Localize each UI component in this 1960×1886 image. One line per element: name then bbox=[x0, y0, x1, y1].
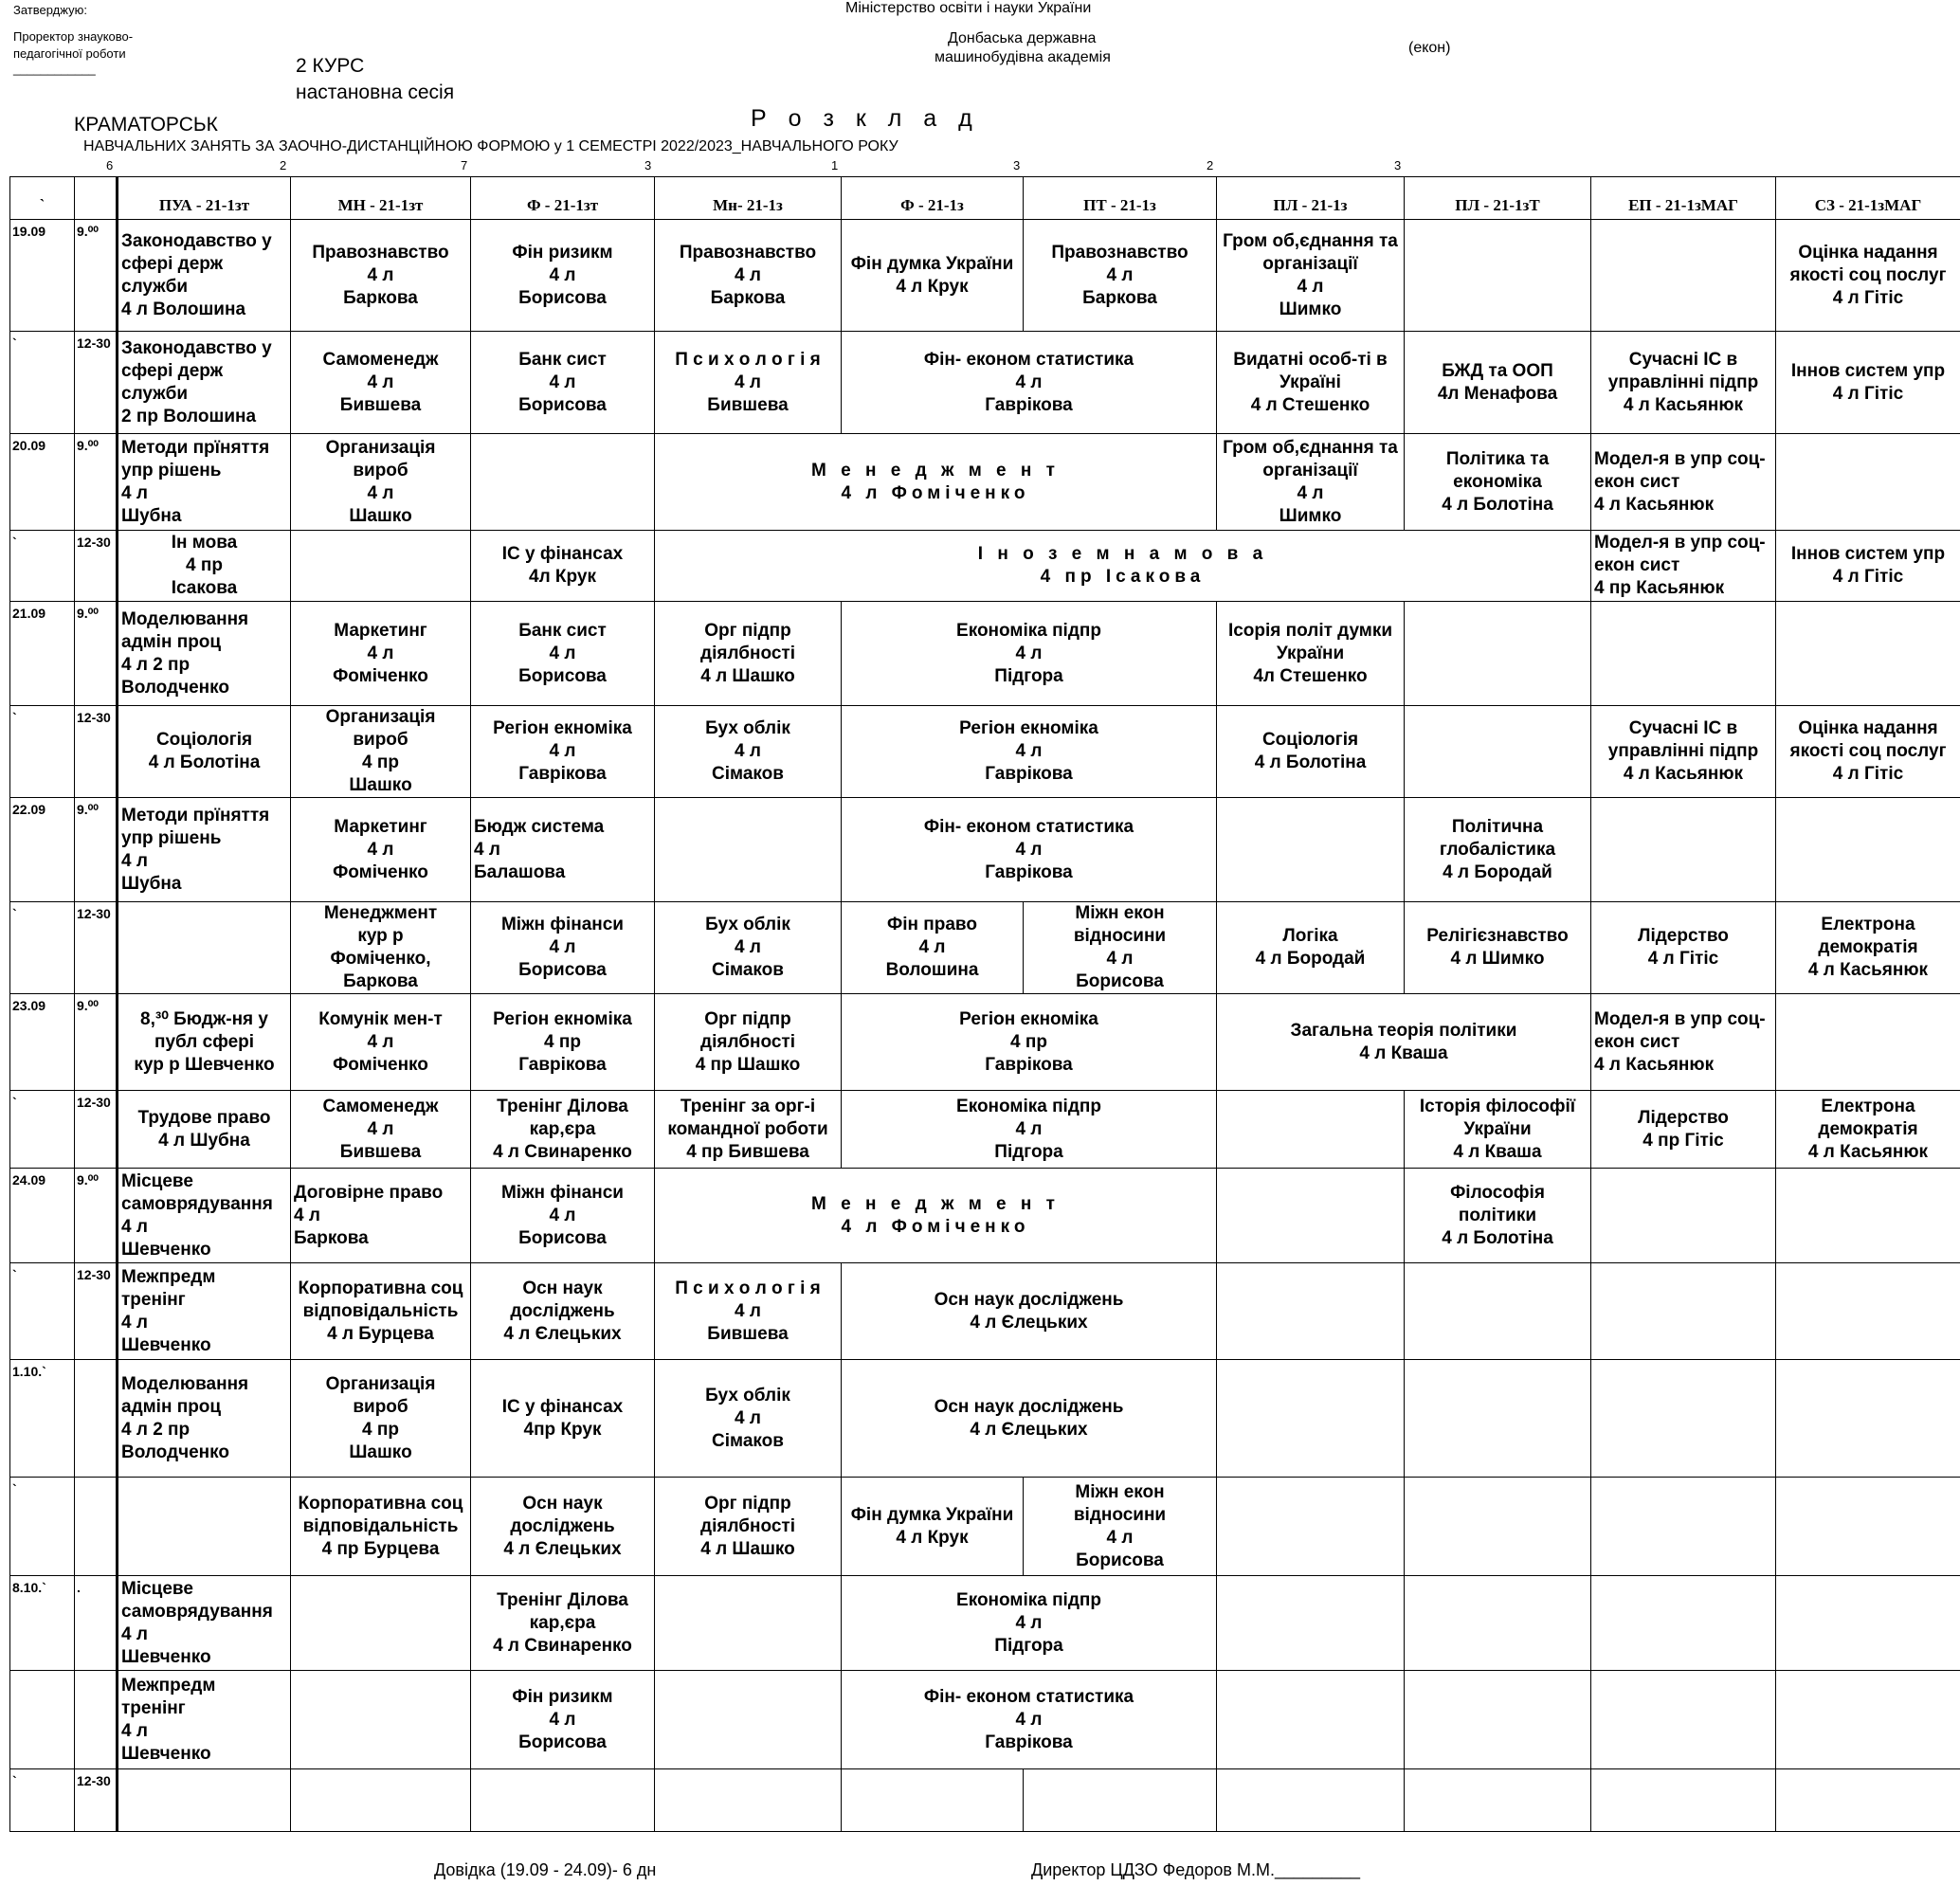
time-cell bbox=[75, 1671, 118, 1769]
class-cell: Іннов систем упр 4 л Гітіс bbox=[1776, 531, 1960, 602]
time-cell: 9.⁰⁰ bbox=[75, 994, 118, 1091]
session-label: настановна сесія bbox=[296, 82, 455, 103]
class-cell bbox=[1217, 1478, 1405, 1576]
class-cell: Трудове право 4 л Шубна bbox=[118, 1091, 291, 1169]
time-cell: 12-30 bbox=[75, 706, 118, 798]
class-cell: Оцінка надання якості соц послуг 4 л Гітіс bbox=[1776, 706, 1960, 798]
class-cell: Моделювання адмін проц 4 л 2 пр Володченко bbox=[118, 602, 291, 706]
class-cell bbox=[655, 1769, 842, 1832]
class-cell: Самоменедж 4 л Бившева bbox=[291, 332, 471, 434]
class-cell: Бух облік 4 л Сімаков bbox=[655, 1360, 842, 1478]
class-cell: Бюдж система 4 л Балашова bbox=[471, 798, 655, 902]
class-cell: Політика та економіка 4 л Болотіна bbox=[1405, 434, 1591, 531]
class-cell bbox=[1217, 1169, 1405, 1263]
class-cell: Лідерство 4 л Гітіс bbox=[1591, 902, 1776, 994]
group-header: МН - 21-1зт bbox=[291, 177, 471, 220]
class-cell: Модел-я в упр соц- екон сист 4 л Касьянюк bbox=[1591, 434, 1776, 531]
class-cell: Тренінг Ділова кар,єра 4 л Свинаренко bbox=[471, 1091, 655, 1169]
class-cell bbox=[1776, 1169, 1960, 1263]
class-cell: Менеджмент кур р Фоміченко, Баркова bbox=[291, 902, 471, 994]
class-cell bbox=[1776, 1263, 1960, 1360]
class-cell bbox=[471, 1769, 655, 1832]
prorector-label-line2: педагогічної роботи bbox=[13, 46, 126, 61]
table-row bbox=[10, 902, 1960, 994]
class-cell: І н о з е м н а м о в а 4 пр Ісакова bbox=[655, 531, 1591, 602]
page-title: Р о з к л а д bbox=[751, 105, 980, 132]
class-cell: Політична глобалістика 4 л Бородай bbox=[1405, 798, 1591, 902]
group-header: Мн- 21-1з bbox=[655, 177, 842, 220]
class-cell bbox=[1405, 706, 1591, 798]
table-row bbox=[10, 1576, 1960, 1671]
class-cell: Тренінг Ділова кар,єра 4 л Свинаренко bbox=[471, 1576, 655, 1671]
class-cell bbox=[1405, 1478, 1591, 1576]
class-cell bbox=[1776, 434, 1960, 531]
footer-director: Директор ЦДЗО Федоров М.М._________ bbox=[1031, 1860, 1361, 1879]
time-cell: 9.⁰⁰ bbox=[75, 1169, 118, 1263]
academy-name-line2: машинобудівна академія bbox=[935, 49, 1111, 65]
class-cell bbox=[1591, 220, 1776, 332]
corner-cell: ` bbox=[10, 177, 75, 220]
class-cell bbox=[1591, 1360, 1776, 1478]
schedule-body bbox=[10, 220, 1960, 1832]
table-row bbox=[10, 531, 1960, 602]
time-cell: 9.⁰⁰ bbox=[75, 220, 118, 332]
class-cell: Логіка 4 л Бородай bbox=[1217, 902, 1405, 994]
time-cell: 9.⁰⁰ bbox=[75, 434, 118, 531]
class-cell bbox=[1405, 1671, 1591, 1769]
class-cell: Банк сист 4 л Борисова bbox=[471, 602, 655, 706]
class-cell bbox=[1217, 1360, 1405, 1478]
time-cell: 12-30 bbox=[75, 531, 118, 602]
class-cell bbox=[1591, 1769, 1776, 1832]
class-cell: Межпредм тренінг 4 л Шевченко bbox=[118, 1671, 291, 1769]
class-cell: Міжн екон відносини 4 л Борисова bbox=[1024, 902, 1217, 994]
page-subtitle: НАВЧАЛЬНИХ ЗАНЯТЬ ЗА ЗАОЧНО-ДИСТАНЦІЙНОЮ ФОРМОЮ у 1 СЕМЕСТРІ 2022/2023_НАВЧАЛЬНОГО РОКУ bbox=[83, 138, 898, 154]
time-cell bbox=[75, 1478, 118, 1576]
group-count: 3 bbox=[644, 158, 652, 172]
class-cell: Методи прїняття упр рішень 4 л Шубна bbox=[118, 434, 291, 531]
class-cell: Місцеве самоврядування 4 л Шевченко bbox=[118, 1576, 291, 1671]
date-cell: 20.09 bbox=[10, 434, 75, 531]
class-cell bbox=[1591, 1576, 1776, 1671]
class-cell bbox=[1405, 1769, 1591, 1832]
class-cell: Загальна теорія політики 4 л Кваша bbox=[1217, 994, 1591, 1091]
class-cell: Фін ризикм 4 л Борисова bbox=[471, 220, 655, 332]
class-cell: Правознавство 4 л Баркова bbox=[291, 220, 471, 332]
date-cell: 24.09 bbox=[10, 1169, 75, 1263]
group-header: ПТ - 21-1з bbox=[1024, 177, 1217, 220]
class-cell: Бух облік 4 л Сімаков bbox=[655, 902, 842, 994]
class-cell: П с и х о л о г і я 4 л Бившева bbox=[655, 332, 842, 434]
class-cell bbox=[291, 1769, 471, 1832]
table-row bbox=[10, 1263, 1960, 1360]
class-cell: ІС у фінансах 4л Крук bbox=[471, 531, 655, 602]
class-cell bbox=[842, 1769, 1024, 1832]
class-cell: П с и х о л о г і я 4 л Бившева bbox=[655, 1263, 842, 1360]
class-cell bbox=[118, 1478, 291, 1576]
class-cell bbox=[1776, 1671, 1960, 1769]
table-row bbox=[10, 434, 1960, 531]
class-cell: ІС у фінансах 4пр Крук bbox=[471, 1360, 655, 1478]
table-row bbox=[10, 602, 1960, 706]
date-cell: 1.10.` bbox=[10, 1360, 75, 1478]
table-row bbox=[10, 1360, 1960, 1478]
class-cell: Фін- економ статистика 4 л Гаврікова bbox=[842, 1671, 1217, 1769]
class-cell: Модел-я в упр соц- екон сист 4 л Касьянюк bbox=[1591, 994, 1776, 1091]
class-cell: Корпоративна соц відповідальність 4 л Бурцева bbox=[291, 1263, 471, 1360]
group-header: СЗ - 21-1зМАГ bbox=[1776, 177, 1960, 220]
class-cell: Регіон екноміка 4 пр Гаврікова bbox=[471, 994, 655, 1091]
class-cell bbox=[1776, 1360, 1960, 1478]
class-cell: Фін право 4 л Волошина bbox=[842, 902, 1024, 994]
class-cell: Методи прїняття упр рішень 4 л Шубна bbox=[118, 798, 291, 902]
class-cell: Гром об,єднання та організації 4 л Шимко bbox=[1217, 434, 1405, 531]
signature-blank: ____________ bbox=[13, 62, 96, 76]
time-cell: 9.⁰⁰ bbox=[75, 602, 118, 706]
group-count: 7 bbox=[461, 158, 468, 172]
time-cell: 12-30 bbox=[75, 1769, 118, 1832]
class-cell bbox=[1776, 602, 1960, 706]
time-cell: 12-30 bbox=[75, 1263, 118, 1360]
class-cell: Економіка підпр 4 л Підгора bbox=[842, 1091, 1217, 1169]
class-cell: Регіон екноміка 4 пр Гаврікова bbox=[842, 994, 1217, 1091]
class-cell: Електрона демократія 4 л Касьянюк bbox=[1776, 902, 1960, 994]
class-cell: Іннов систем упр 4 л Гітіс bbox=[1776, 332, 1960, 434]
date-cell: ` bbox=[10, 706, 75, 798]
date-cell: ` bbox=[10, 1091, 75, 1169]
class-cell: Соціологія 4 л Болотіна bbox=[1217, 706, 1405, 798]
class-cell bbox=[655, 1576, 842, 1671]
date-cell: ` bbox=[10, 1263, 75, 1360]
table-header-row bbox=[10, 177, 1960, 220]
class-cell: Історія філософії України 4 л Кваша bbox=[1405, 1091, 1591, 1169]
class-cell: Организація вироб 4 пр Шашко bbox=[291, 706, 471, 798]
group-count: 1 bbox=[831, 158, 839, 172]
class-cell: Орг підпр діялбності 4 пр Шашко bbox=[655, 994, 842, 1091]
class-cell bbox=[1217, 1091, 1405, 1169]
class-cell: Модел-я в упр соц- екон сист 4 пр Касьянюк bbox=[1591, 531, 1776, 602]
class-cell bbox=[291, 1671, 471, 1769]
class-cell: Законодавство у сфері держ служби 2 пр Волошина bbox=[118, 332, 291, 434]
class-cell: Маркетинг 4 л Фоміченко bbox=[291, 602, 471, 706]
class-cell bbox=[1591, 602, 1776, 706]
class-cell: 8,³⁰ Бюдж-ня у публ сфері кур р Шевченко bbox=[118, 994, 291, 1091]
class-cell: Місцеве самоврядування 4 л Шевченко bbox=[118, 1169, 291, 1263]
class-cell: Економіка підпр 4 л Підгора bbox=[842, 1576, 1217, 1671]
class-cell: Правознавство 4 л Баркова bbox=[655, 220, 842, 332]
class-cell: Самоменедж 4 л Бившева bbox=[291, 1091, 471, 1169]
table-row bbox=[10, 1671, 1960, 1769]
class-cell: Міжн фінанси 4 л Борисова bbox=[471, 902, 655, 994]
class-cell bbox=[1776, 798, 1960, 902]
class-cell bbox=[1405, 220, 1591, 332]
class-cell: Релігієзнавство 4 л Шимко bbox=[1405, 902, 1591, 994]
date-cell: ` bbox=[10, 332, 75, 434]
class-cell: Осн наук досліджень 4 л Єлецьких bbox=[842, 1263, 1217, 1360]
date-cell: 21.09 bbox=[10, 602, 75, 706]
class-cell: Сучасні ІС в управлінні підпр 4 л Касьянюк bbox=[1591, 332, 1776, 434]
class-cell: Межпредм тренінг 4 л Шевченко bbox=[118, 1263, 291, 1360]
class-cell bbox=[1405, 1360, 1591, 1478]
class-cell: Регіон екноміка 4 л Гаврікова bbox=[471, 706, 655, 798]
class-cell bbox=[1405, 1263, 1591, 1360]
time-cell: 12-30 bbox=[75, 1091, 118, 1169]
class-cell bbox=[1591, 1671, 1776, 1769]
class-cell bbox=[1776, 994, 1960, 1091]
class-cell: Осн наук досліджень 4 л Єлецьких bbox=[471, 1263, 655, 1360]
class-cell bbox=[1776, 1769, 1960, 1832]
class-cell: Организація вироб 4 л Шашко bbox=[291, 434, 471, 531]
class-cell bbox=[1217, 1576, 1405, 1671]
class-cell: Філософія політики 4 л Болотіна bbox=[1405, 1169, 1591, 1263]
class-cell: Соціологія 4 л Болотіна bbox=[118, 706, 291, 798]
class-cell bbox=[1591, 1478, 1776, 1576]
class-cell: М е н е д ж м е н т 4 л Фоміченко bbox=[655, 434, 1217, 531]
class-cell: Фін- економ статистика 4 л Гаврікова bbox=[842, 798, 1217, 902]
class-cell: М е н е д ж м е н т 4 л Фоміченко bbox=[655, 1169, 1217, 1263]
academy-name-line1: Донбаська державна bbox=[948, 30, 1097, 46]
class-cell bbox=[1591, 1263, 1776, 1360]
group-header: ПУА - 21-1зт bbox=[118, 177, 291, 220]
table-row bbox=[10, 798, 1960, 902]
class-cell: Лідерство 4 пр Гітіс bbox=[1591, 1091, 1776, 1169]
class-cell bbox=[1217, 1769, 1405, 1832]
time-header-cell bbox=[75, 177, 118, 220]
date-cell: ` bbox=[10, 1478, 75, 1576]
class-cell: Видатні особ-ті в Україні 4 л Стешенко bbox=[1217, 332, 1405, 434]
class-cell bbox=[655, 1671, 842, 1769]
date-cell bbox=[10, 1671, 75, 1769]
class-cell bbox=[1405, 1576, 1591, 1671]
class-cell: Тренінг за орг-і командної роботи 4 пр Бившева bbox=[655, 1091, 842, 1169]
class-cell: Организація вироб 4 пр Шашко bbox=[291, 1360, 471, 1478]
class-cell bbox=[1591, 798, 1776, 902]
footer-note: Довідка (19.09 - 24.09)- 6 дн bbox=[434, 1860, 657, 1879]
class-cell bbox=[118, 1769, 291, 1832]
date-cell: ` bbox=[10, 902, 75, 994]
group-count: 2 bbox=[280, 158, 287, 172]
class-cell: Сучасні ІС в управлінні підпр 4 л Касьянюк bbox=[1591, 706, 1776, 798]
time-cell bbox=[75, 1360, 118, 1478]
class-cell bbox=[1024, 1769, 1217, 1832]
city-label: КРАМАТОРСЬК bbox=[74, 114, 218, 136]
class-cell: Осн наук досліджень 4 л Єлецьких bbox=[471, 1478, 655, 1576]
class-cell bbox=[1217, 1671, 1405, 1769]
class-cell: Законодавство у сфері держ служби 4 л Волошина bbox=[118, 220, 291, 332]
date-cell: 8.10.` bbox=[10, 1576, 75, 1671]
class-cell: Корпоративна соц відповідальність 4 пр Бурцева bbox=[291, 1478, 471, 1576]
course-label: 2 КУРС bbox=[296, 55, 365, 77]
class-cell: Фін думка України 4 л Крук bbox=[842, 220, 1024, 332]
class-cell: Міжн фінанси 4 л Борисова bbox=[471, 1169, 655, 1263]
table-row bbox=[10, 220, 1960, 332]
date-cell: ` bbox=[10, 1769, 75, 1832]
class-cell bbox=[1217, 798, 1405, 902]
class-cell: БЖД та ООП 4л Менафова bbox=[1405, 332, 1591, 434]
group-count: 3 bbox=[1013, 158, 1021, 172]
class-cell: Орг підпр діялбності 4 л Шашко bbox=[655, 602, 842, 706]
class-cell: Моделювання адмін проц 4 л 2 пр Володченко bbox=[118, 1360, 291, 1478]
table-row bbox=[10, 994, 1960, 1091]
class-cell: Орг підпр діялбності 4 л Шашко bbox=[655, 1478, 842, 1576]
group-count: 2 bbox=[1207, 158, 1214, 172]
group-header: Ф - 21-1зт bbox=[471, 177, 655, 220]
group-header: ПЛ - 21-1зТ bbox=[1405, 177, 1591, 220]
class-cell bbox=[1217, 1263, 1405, 1360]
time-cell: 9.⁰⁰ bbox=[75, 798, 118, 902]
time-cell: 12-30 bbox=[75, 332, 118, 434]
class-cell: Фін ризикм 4 л Борисова bbox=[471, 1671, 655, 1769]
class-cell: Ін мова 4 пр Ісакова bbox=[118, 531, 291, 602]
class-cell: Електрона демократія 4 л Касьянюк bbox=[1776, 1091, 1960, 1169]
table-row bbox=[10, 1091, 1960, 1169]
date-cell: 22.09 bbox=[10, 798, 75, 902]
class-cell: Оцінка надання якості соц послуг 4 л Гітіс bbox=[1776, 220, 1960, 332]
class-cell: Фін- економ статистика 4 л Гаврікова bbox=[842, 332, 1217, 434]
class-cell: Економіка підпр 4 л Підгора bbox=[842, 602, 1217, 706]
class-cell: Гром об,єднання та організації 4 л Шимко bbox=[1217, 220, 1405, 332]
date-cell: 19.09 bbox=[10, 220, 75, 332]
approve-label: Затверджую: bbox=[13, 3, 87, 17]
class-cell: Ісорія політ думки України 4л Стешенко bbox=[1217, 602, 1405, 706]
table-row bbox=[10, 706, 1960, 798]
group-header: ЕП - 21-1зМАГ bbox=[1591, 177, 1776, 220]
schedule-table bbox=[9, 176, 1960, 1832]
class-cell: Бух облік 4 л Сімаков bbox=[655, 706, 842, 798]
prorector-label-line1: Проректор знауково- bbox=[13, 29, 134, 44]
class-cell: Маркетинг 4 л Фоміченко bbox=[291, 798, 471, 902]
class-cell bbox=[118, 902, 291, 994]
time-cell: 12-30 bbox=[75, 902, 118, 994]
date-cell: 23.09 bbox=[10, 994, 75, 1091]
class-cell bbox=[1405, 602, 1591, 706]
time-cell: . bbox=[75, 1576, 118, 1671]
group-count: 3 bbox=[1394, 158, 1402, 172]
class-cell: Банк сист 4 л Борисова bbox=[471, 332, 655, 434]
group-header: Ф - 21-1з bbox=[842, 177, 1024, 220]
class-cell bbox=[1776, 1478, 1960, 1576]
table-row bbox=[10, 332, 1960, 434]
class-cell bbox=[291, 1576, 471, 1671]
table-row bbox=[10, 1169, 1960, 1263]
class-cell: Осн наук досліджень 4 л Єлецьких bbox=[842, 1360, 1217, 1478]
class-cell bbox=[655, 798, 842, 902]
group-header: ПЛ - 21-1з bbox=[1217, 177, 1405, 220]
class-cell bbox=[1591, 1169, 1776, 1263]
class-cell: Правознавство 4 л Баркова bbox=[1024, 220, 1217, 332]
class-cell bbox=[471, 434, 655, 531]
class-cell: Договірне право 4 л Баркова bbox=[291, 1169, 471, 1263]
class-cell bbox=[1776, 1576, 1960, 1671]
group-count: 6 bbox=[106, 158, 114, 172]
ministry-name: Міністерство освіти і науки України bbox=[845, 0, 1092, 16]
class-cell: Регіон екноміка 4 л Гаврікова bbox=[842, 706, 1217, 798]
class-cell: Міжн екон відносини 4 л Борисова bbox=[1024, 1478, 1217, 1576]
table-row bbox=[10, 1478, 1960, 1576]
econ-label: (екон) bbox=[1408, 40, 1451, 56]
class-cell bbox=[291, 531, 471, 602]
class-cell: Фін думка України 4 л Крук bbox=[842, 1478, 1024, 1576]
class-cell: Комунік мен-т 4 л Фоміченко bbox=[291, 994, 471, 1091]
date-cell: ` bbox=[10, 531, 75, 602]
table-row bbox=[10, 1769, 1960, 1832]
